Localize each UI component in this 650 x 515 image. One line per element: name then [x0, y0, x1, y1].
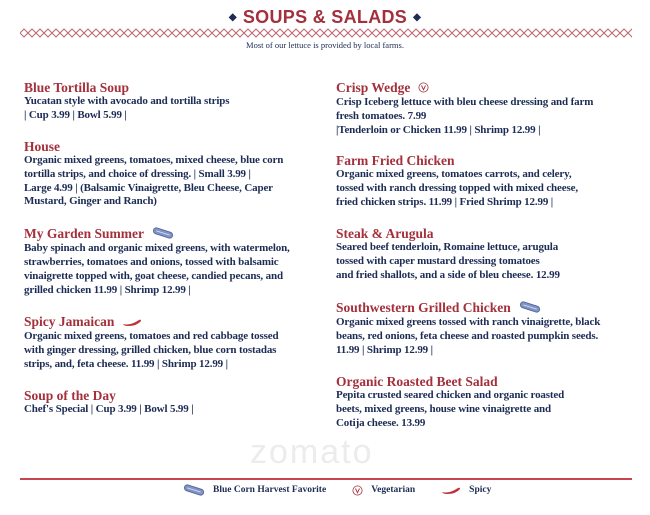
menu-item-title-text: Farm Fried Chicken	[336, 153, 455, 168]
menu-item-description-line: fresh tomatoes. 7.99	[336, 110, 427, 123]
menu-item-title	[24, 314, 324, 330]
menu-item-description-line: | Cup 3.99 | Bowl 5.99 |	[24, 108, 127, 121]
vegetarian-icon	[418, 81, 429, 96]
menu-item-description-line: strips, and, feta cheese. 11.99 | Shrimp 12.99 |	[24, 358, 228, 370]
menu-item-title-text: Steak & Arugula	[336, 226, 434, 241]
menu-item-description-line: tossed with ranch dressing topped with mixed cheese,	[336, 181, 578, 194]
menu-item-description-line: Organic mixed greens tossed with ranch vinaigrette, black	[336, 316, 601, 329]
menu-item	[336, 153, 636, 209]
menu-item-description-line: tossed with caper mustard dressing tomatoes	[336, 254, 540, 267]
menu-item-title	[24, 139, 324, 154]
menu-item-description-line: strawberries, tomatoes and onions, tossed with balsamic	[24, 256, 279, 269]
title-text: SOUPS & SALADS	[242, 7, 408, 27]
legend-item	[352, 485, 415, 496]
blue-corn-icon	[152, 227, 174, 242]
menu-item-description-line: beets, mixed greens, house wine vinaigrette and	[336, 402, 551, 415]
menu-item-description-line: grilled chicken 11.99 | Shrimp 12.99 |	[24, 283, 191, 296]
legend-label: Blue Corn Harvest Favorite	[213, 485, 327, 495]
page-title	[0, 7, 650, 28]
menu-item	[24, 388, 324, 417]
diamond-icon: ◆	[228, 12, 237, 23]
menu-item-description-line: Large 4.99 | (Balsamic Vinaigrette, Bleu Cheese, Caper	[24, 181, 273, 194]
menu-item-description-line: Organic mixed greens, tomatoes carrots, and celery,	[336, 168, 572, 180]
menu-item-description-line: Chef's Special | Cup 3.99 | Bowl 5.99 |	[24, 403, 194, 415]
menu-item-description-line: tortilla strips, and choice of dressing. | Small 3.99 |	[24, 167, 251, 180]
menu-item-description-line: Seared beef tenderloin, Romaine lettuce, arugula	[336, 241, 559, 253]
menu-item-description-line: Cotija cheese. 13.99	[336, 416, 426, 429]
legend-label: Vegetarian	[371, 485, 416, 495]
menu-item-description-line: with ginger dressing, grilled chicken, blue corn tostadas	[24, 344, 277, 357]
menu-item	[24, 314, 324, 372]
menu-item-title	[24, 80, 324, 95]
legend-item	[441, 485, 491, 495]
menu-item-description-line: Pepita crusted seared chicken and organic roasted	[336, 389, 565, 401]
menu-item-title-text: Soup of the Day	[24, 388, 116, 403]
menu-item-title	[24, 226, 324, 242]
menu-item-title-text: Organic Roasted Beet Salad	[336, 374, 498, 389]
menu-item-description-line: 11.99 | Shrimp 12.99 |	[336, 344, 433, 356]
menu-item-title-text: House	[24, 139, 61, 154]
menu-item-title	[336, 153, 636, 168]
menu-item-description-line: Yucatan style with avocado and tortilla strips	[24, 95, 230, 107]
menu-item-title-text: Spicy Jamaican	[24, 314, 115, 329]
menu-item	[24, 80, 324, 123]
menu-item	[24, 139, 324, 209]
menu-item-title-text: Southwestern Grilled Chicken	[336, 300, 511, 315]
menu-item-description-line: |Tenderloin or Chicken 11.99 | Shrimp 12.99 |	[336, 124, 541, 136]
chili-pepper-icon	[122, 315, 142, 330]
legend-label: Spicy	[469, 485, 492, 495]
subtitle: Most of our lettuce is provided by local farms.	[246, 40, 404, 50]
menu-item-title	[336, 80, 636, 96]
chili-pepper-icon	[441, 486, 469, 495]
menu-item-description-line: Mustard, Ginger and Ranch)	[24, 195, 157, 208]
blue-corn-icon	[519, 301, 541, 316]
legend	[183, 484, 517, 496]
diamond-border	[20, 28, 632, 38]
vegetarian-icon	[352, 485, 371, 496]
menu-item	[336, 300, 636, 358]
menu-item-title-text: Blue Tortilla Soup	[24, 80, 130, 95]
watermark: zomato	[250, 433, 374, 471]
menu-item-title	[336, 226, 636, 241]
menu-item-title-text: Crisp Wedge	[336, 80, 411, 95]
diamond-icon: ◆	[413, 12, 422, 23]
menu-item-description-line: Organic mixed greens, tomatoes and red cabbage tossed	[24, 330, 279, 343]
legend-item	[183, 484, 326, 496]
menu-item	[336, 226, 636, 282]
menu-item-title-text: My Garden Summer	[24, 226, 144, 241]
menu-item-description-line: Baby spinach and organic mixed greens, with watermelon,	[24, 242, 290, 255]
menu-item	[336, 374, 636, 430]
menu-item-title	[336, 300, 636, 316]
footer-divider	[20, 478, 632, 480]
menu-item-description-line: Crisp Iceberg lettuce with bleu cheese dressing and farm	[336, 96, 594, 109]
menu-item-description-line: and fried shallots, and a side of bleu cheese. 12.99	[336, 268, 560, 281]
blue-corn-icon	[183, 484, 213, 496]
menu-item-description-line: beans, red onions, feta cheese and roasted pumpkin seeds.	[336, 330, 599, 343]
menu-item-description-line: vinaigrette topped with, goat cheese, candied pecans, and	[24, 270, 283, 282]
menu-item-title	[24, 388, 324, 403]
menu-item-title	[336, 374, 636, 389]
menu-item	[24, 226, 324, 298]
menu-item	[336, 80, 636, 138]
menu-item-description-line: Organic mixed greens, tomatoes, mixed cheese, blue corn	[24, 154, 284, 166]
menu-item-description-line: fried chicken strips. 11.99 | Fried Shrimp 12.99 |	[336, 195, 554, 208]
